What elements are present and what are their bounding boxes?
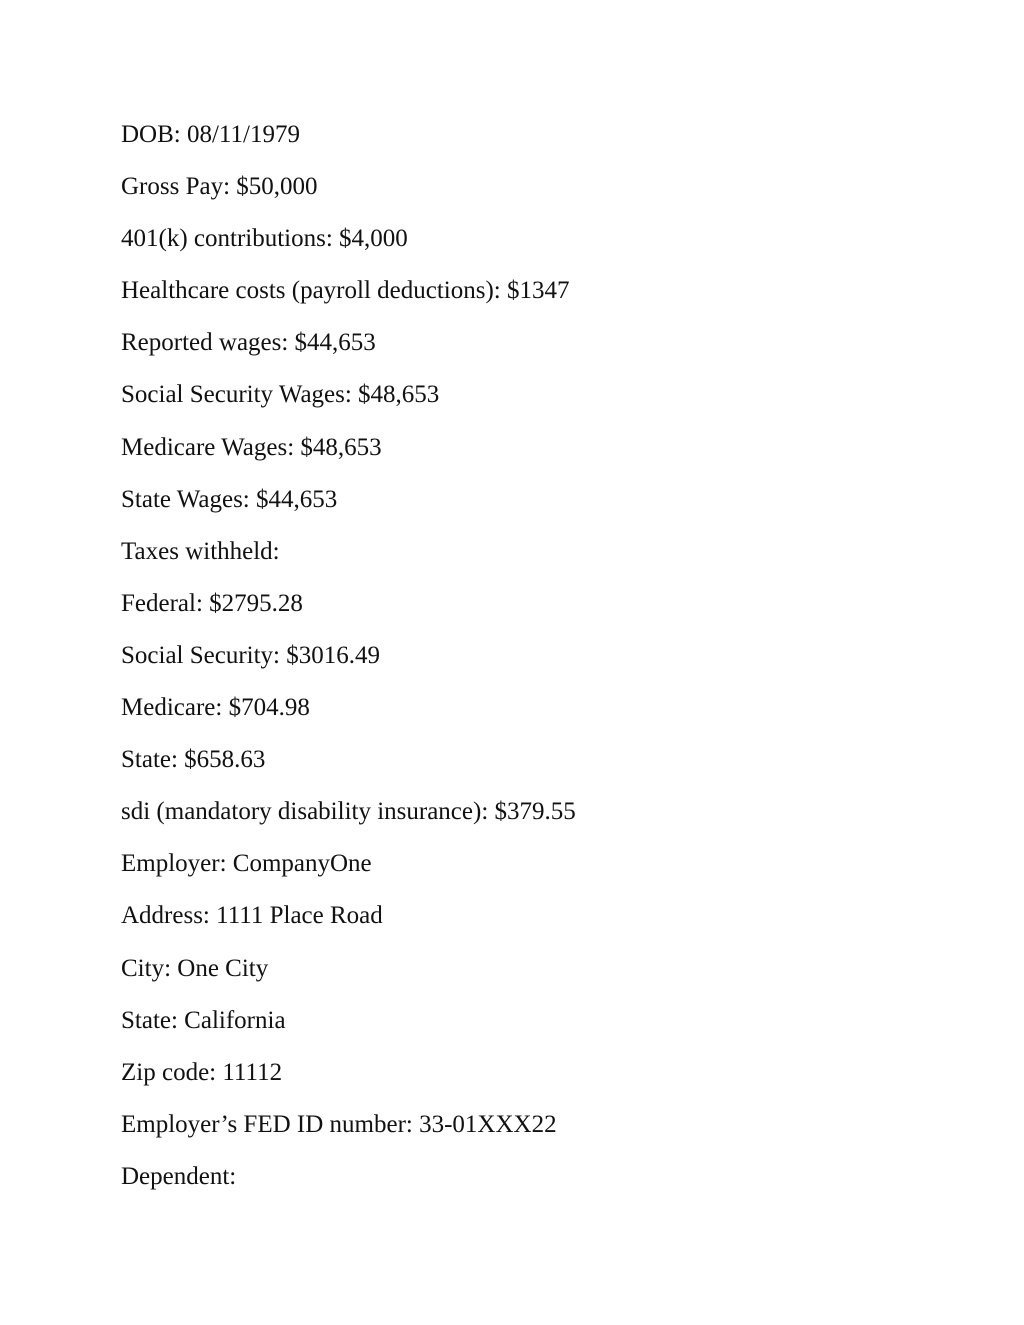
reported-wages-line: Reported wages: $44,653 [121,329,376,357]
city-line: City: One City [121,954,269,982]
gross-pay-line: Gross Pay: $50,000 [121,173,318,201]
federal-tax-line: Federal: $2795.28 [121,589,303,617]
state-tax-line: State: $658.63 [121,746,266,774]
employer-line: Employer: CompanyOne [121,850,372,878]
healthcare-costs-line: Healthcare costs (payroll deductions): $1347 [121,277,570,305]
social-security-tax-line: Social Security: $3016.49 [121,641,380,669]
medicare-tax-line: Medicare: $704.98 [121,694,310,722]
address-line: Address: 1111 Place Road [121,902,383,930]
taxes-withheld-heading: Taxes withheld: [121,537,280,565]
dependent-line: Dependent: [121,1162,237,1190]
medicare-wages-line: Medicare Wages: $48,653 [121,433,382,461]
state-wages-line: State Wages: $44,653 [121,485,338,513]
social-security-wages-line: Social Security Wages: $48,653 [121,381,440,409]
zip-code-line: Zip code: 11112 [121,1058,283,1086]
401k-contributions-line: 401(k) contributions: $4,000 [121,225,408,253]
state-line: State: California [121,1006,286,1034]
document-body [121,120,981,1214]
sdi-line: sdi (mandatory disability insurance): $379.55 [121,798,576,826]
employer-fed-id-line: Employer’s FED ID number: 33-01XXX22 [121,1110,557,1138]
dob-line: DOB: 08/11/1979 [121,121,300,148]
